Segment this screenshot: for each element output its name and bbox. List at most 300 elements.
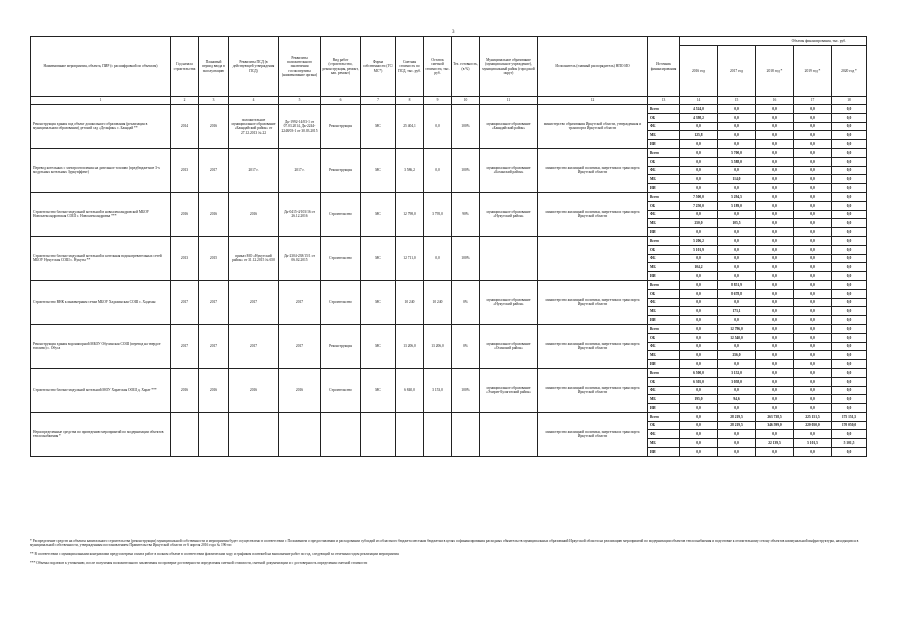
amount-cell: 0,0: [794, 245, 832, 254]
amount-cell: 0,0: [718, 272, 756, 281]
year-header: 2018 год *: [756, 46, 794, 97]
table-row: [31, 412, 867, 421]
ownership: МС: [361, 324, 396, 368]
funding-source-label: Всего: [648, 324, 680, 333]
amount-cell: 0,0: [680, 412, 718, 421]
work-type: Реконструкция: [321, 148, 361, 192]
amount-cell: 0,0: [794, 201, 832, 210]
executor: министерство образования Иркутской области, утвержденная и транспорта Иркутской области: [538, 105, 648, 149]
amount-cell: 0,0: [756, 228, 794, 237]
estimated-cost: 3 586,2: [396, 148, 424, 192]
amount-cell: 0,0: [756, 140, 794, 149]
amount-cell: 0,0: [794, 184, 832, 193]
amount-cell: 0,0: [832, 448, 867, 457]
customer: [480, 412, 538, 456]
customer: [480, 236, 538, 280]
amount-cell: 0,0: [718, 360, 756, 369]
expertise-details: [279, 412, 321, 456]
object-name: Строительство блочно-модульной котельной в новоалександровской МБОУ Новоалександровская СОШ с. Новоалександровка ***: [31, 192, 171, 236]
amount-cell: 0,0: [756, 210, 794, 219]
funding-source-label: ОБ: [648, 113, 680, 122]
ownership: МС: [361, 368, 396, 412]
footnote-2: ** В соответствии с муниципальными контрактами предусмотрена оплата работ в полном объеме в соответствии фактическим ходу и графиком платежей на выполнение работ по год, следующий за отчетным годом реализации мероприятия: [30, 552, 399, 556]
funding-source-label: Всего: [648, 236, 680, 245]
remaining-cost: 10 240: [424, 280, 452, 324]
funding-source-label: ИИ: [648, 140, 680, 149]
amount-cell: 0,0: [680, 184, 718, 193]
column-number: 9: [424, 97, 452, 105]
amount-cell: 28 219,5: [718, 412, 756, 421]
funding-source-label: ОБ: [648, 245, 680, 254]
funding-source-label: МБ: [648, 131, 680, 140]
start-year: [171, 412, 199, 456]
amount-cell: 0,0: [832, 245, 867, 254]
amount-cell: 8 678,8: [718, 289, 756, 298]
funding-source-label: ФБ: [648, 430, 680, 439]
executor: министерство жилищной политики, энергетики и транспорта Иркутской области: [538, 368, 648, 412]
amount-cell: 0,0: [756, 166, 794, 175]
amount-cell: 0,0: [832, 298, 867, 307]
start-year: 2017: [171, 324, 199, 368]
column-number: 14: [680, 97, 718, 105]
amount-cell: 0,0: [756, 219, 794, 228]
table-row: [31, 192, 867, 201]
amount-cell: 0,0: [832, 105, 867, 114]
column-number: 18: [832, 97, 867, 105]
amount-cell: 94,6: [718, 395, 756, 404]
funding-source-label: ФБ: [648, 254, 680, 263]
funding-source-label: ОБ: [648, 157, 680, 166]
amount-cell: 0,0: [832, 395, 867, 404]
year-header: 2019 год *: [794, 46, 832, 97]
start-year: 2014: [171, 105, 199, 149]
amount-cell: 0,0: [794, 333, 832, 342]
work-type: Строительство: [321, 192, 361, 236]
amount-cell: 0,0: [794, 404, 832, 413]
column-number: 10: [452, 97, 480, 105]
col-customer-header: Муниципальное образование (муниципальное учреждение), муниципальный район (городской округ): [480, 37, 538, 97]
column-number: 2: [171, 97, 199, 105]
amount-cell: 0,0: [794, 105, 832, 114]
funding-source-label: Всего: [648, 148, 680, 157]
work-type: Строительство: [321, 368, 361, 412]
amount-cell: 0,0: [756, 298, 794, 307]
amount-cell: 0,0: [832, 140, 867, 149]
amount-cell: 5 189,0: [718, 201, 756, 210]
amount-cell: 0,0: [832, 201, 867, 210]
amount-cell: 0,0: [718, 245, 756, 254]
amount-cell: 0,0: [756, 368, 794, 377]
remaining-cost: 0,0: [424, 236, 452, 280]
table-row: [31, 105, 867, 114]
amount-cell: 0,0: [680, 307, 718, 316]
amount-cell: 0,0: [794, 192, 832, 201]
amount-cell: 0,0: [756, 395, 794, 404]
amount-cell: 225 151,5: [794, 412, 832, 421]
column-number: 17: [794, 97, 832, 105]
column-number: 8: [396, 97, 424, 105]
amount-cell: 0,0: [756, 236, 794, 245]
amount-cell: 0,0: [680, 254, 718, 263]
amount-cell: 0,0: [756, 360, 794, 369]
amount-cell: 0,0: [756, 377, 794, 386]
col-psd-header: Реквизиты ПСД (в действующей утверждения ПСД): [229, 37, 279, 97]
amount-cell: 5 101,5: [832, 439, 867, 448]
work-type: [321, 412, 361, 456]
amount-cell: 0,0: [756, 307, 794, 316]
expertise-details: 2017 г.: [279, 148, 321, 192]
object-name: Строительство ВНК к инженерным сетям МБОУ Хадахинская СОШ с. Хадахан: [31, 280, 171, 324]
customer: муниципальное образование «Баяндайский район»: [480, 105, 538, 149]
col-end-header: Плановый период ввода в эксплуатацию: [199, 37, 229, 97]
amount-cell: 0,0: [832, 254, 867, 263]
col-readiness-header: Тех. готовность, (в %): [452, 37, 480, 97]
amount-cell: 0,0: [718, 131, 756, 140]
amount-cell: 0,0: [794, 342, 832, 351]
column-number: 1: [31, 97, 171, 105]
ownership: МС: [361, 280, 396, 324]
amount-cell: 256,0: [718, 351, 756, 360]
amount-cell: 0,0: [756, 404, 794, 413]
amount-cell: 0,0: [832, 316, 867, 325]
customer: муниципальное образование «Боханский район»: [480, 148, 538, 192]
funding-source-label: ФБ: [648, 166, 680, 175]
amount-cell: 0,0: [832, 280, 867, 289]
funding-source-label: ОБ: [648, 333, 680, 342]
readiness: 100%: [452, 236, 480, 280]
end-year: 2017: [199, 280, 229, 324]
amount-cell: 0,0: [794, 395, 832, 404]
column-number: 5: [279, 97, 321, 105]
amount-cell: 0,0: [756, 254, 794, 263]
amount-cell: 7 250,0: [680, 201, 718, 210]
start-year: 2016: [171, 368, 199, 412]
col-worktype-header: Вид работ (строительство, реконструкция, ремонт, кап. ремонт): [321, 37, 361, 97]
amount-cell: 5 294,5: [718, 192, 756, 201]
amount-cell: 0,0: [756, 430, 794, 439]
amount-cell: 0,0: [832, 148, 867, 157]
expertise-details: 2017: [279, 324, 321, 368]
table-row: [31, 236, 867, 245]
remaining-cost: 0,0: [424, 148, 452, 192]
work-type: Реконструкция: [321, 105, 361, 149]
remaining-cost: 13 206,0: [424, 324, 452, 368]
object-name: Строительство блочно-модульной котельной и котельная водонагревательных сетей МБОУ Нукутская СОШ с. Нукуты **: [31, 236, 171, 280]
amount-cell: 0,0: [756, 105, 794, 114]
col-ownership-header: Форма собственности (ГС/МС*): [361, 37, 396, 97]
table-row: [31, 324, 867, 333]
funding-source-label: ИИ: [648, 184, 680, 193]
amount-cell: 0,0: [794, 254, 832, 263]
estimated-cost: 6 840,0: [396, 368, 424, 412]
amount-cell: 0,0: [680, 140, 718, 149]
amount-cell: 0,0: [794, 289, 832, 298]
column-numbers-row: [31, 97, 867, 105]
ownership: МС: [361, 148, 396, 192]
column-number: 16: [756, 97, 794, 105]
amount-cell: 0,0: [680, 333, 718, 342]
psd-details: 2017: [229, 280, 279, 324]
amount-cell: 0,0: [756, 201, 794, 210]
expertise-details: 2016: [279, 368, 321, 412]
amount-cell: 175 151,5: [832, 412, 867, 421]
amount-cell: 0,0: [832, 228, 867, 237]
estimated-cost: 12 711,0: [396, 236, 424, 280]
executor: министерство жилищной политики, энергетики и транспорта Иркутской области: [538, 412, 648, 456]
amount-cell: 0,0: [794, 228, 832, 237]
amount-cell: 0,0: [794, 131, 832, 140]
estimated-cost: [396, 412, 424, 456]
amount-cell: 5 101,9: [680, 245, 718, 254]
amount-cell: 0,0: [718, 140, 756, 149]
amount-cell: 220 050,0: [794, 421, 832, 430]
amount-cell: 0,0: [832, 131, 867, 140]
amount-cell: 3 152,0: [718, 368, 756, 377]
amount-cell: 0,0: [756, 263, 794, 272]
amount-cell: 0,0: [680, 175, 718, 184]
end-year: [199, 412, 229, 456]
footnote-1: * Распределение средств на объекты капитального строительства (реконструкции) муниципальной собственности и мероприятия будет осуществлено в соответствии с Положением о предоставлении и расходовании субсидий из областного бюджета местным бюджетам в целях софинансирования расходных обязательств муниципальных образований Иркутской области на реализацию мероприятий по модернизации объектов теплоснабжения и подготовке к отопительному сезону объектов коммунальной инфраструктуры, находящихся в муниципальной собственности, утвержденным постановлением Правительства Иркутской области от 6 апреля 2016 года № 196-пп: [30, 539, 859, 548]
amount-cell: 0,0: [680, 166, 718, 175]
amount-cell: 0,0: [756, 192, 794, 201]
amount-cell: 0,0: [680, 272, 718, 281]
amount-cell: 0,0: [794, 368, 832, 377]
executor: министерство жилищной политики, энергетики и транспорта Иркутской области: [538, 192, 648, 236]
amount-cell: 0,0: [794, 377, 832, 386]
amount-cell: 0,0: [756, 386, 794, 395]
amount-cell: 0,0: [756, 324, 794, 333]
expertise-details: Дк-2304-238/15/1 от 06.02.2015: [279, 236, 321, 280]
object-name: Реконструкция здания водонапорной МБОУ Обусинская СОШ (перевод на твердое топливо) с. Обуса: [31, 324, 171, 368]
amount-cell: 0,0: [680, 280, 718, 289]
amount-cell: 0,0: [756, 272, 794, 281]
amount-cell: 0,0: [680, 430, 718, 439]
column-number: 11: [480, 97, 538, 105]
amount-cell: 0,0: [756, 113, 794, 122]
readiness: 100%: [452, 368, 480, 412]
col-start-header: Год начала строительства: [171, 37, 199, 97]
ownership: МС: [361, 105, 396, 149]
object-name: Строительство блочно-модульной котельной МОУ Харатская ООШ д. Харат ***: [31, 368, 171, 412]
amount-cell: 0,0: [832, 122, 867, 131]
col-source-header: Источник финансирования: [648, 37, 680, 97]
readiness: 0%: [452, 280, 480, 324]
estimated-cost: 12 798,0: [396, 192, 424, 236]
amount-cell: 0,0: [718, 122, 756, 131]
funding-source-label: ИИ: [648, 228, 680, 237]
amount-cell: 0,0: [756, 184, 794, 193]
year-header: 2016 год: [680, 46, 718, 97]
amount-cell: 0,0: [832, 289, 867, 298]
amount-cell: 114,0: [718, 175, 756, 184]
amount-cell: 195,0: [680, 395, 718, 404]
amount-cell: 0,0: [832, 184, 867, 193]
amount-cell: 0,0: [680, 324, 718, 333]
amount-cell: 0,0: [794, 272, 832, 281]
funding-source-label: ОБ: [648, 377, 680, 386]
customer: муниципальное образование «Нукутский район»: [480, 192, 538, 236]
table-row: [31, 280, 867, 289]
object-name: Нераспределенные средства по проведению мероприятий по модернизации объектов теплоснабжения *: [31, 412, 171, 456]
amount-cell: 0,0: [832, 157, 867, 166]
amount-cell: 0,0: [832, 175, 867, 184]
psd-details: 2017: [229, 324, 279, 368]
amount-cell: 0,0: [794, 324, 832, 333]
amount-cell: 0,0: [680, 421, 718, 430]
executor: министерство жилищной политики, энергетики и транспорта Иркутской области: [538, 280, 648, 324]
amount-cell: 0,0: [832, 368, 867, 377]
amount-cell: 0,0: [794, 316, 832, 325]
funding-source-label: ФБ: [648, 122, 680, 131]
start-year: 2017: [171, 280, 199, 324]
amount-cell: 0,0: [794, 210, 832, 219]
amount-cell: 0,0: [756, 448, 794, 457]
work-type: Строительство: [321, 236, 361, 280]
ownership: МС: [361, 192, 396, 236]
funding-source-label: МБ: [648, 395, 680, 404]
amount-cell: 0,0: [794, 263, 832, 272]
amount-cell: 0,0: [794, 148, 832, 157]
readiness: 100%: [452, 148, 480, 192]
amount-cell: 346 599,0: [756, 421, 794, 430]
amount-cell: 0,0: [756, 280, 794, 289]
amount-cell: 0,0: [832, 166, 867, 175]
executor: [538, 236, 648, 280]
amount-cell: 0,0: [832, 351, 867, 360]
amount-cell: 0,0: [832, 430, 867, 439]
amount-cell: 0,0: [832, 263, 867, 272]
remaining-cost: 0,0: [424, 105, 452, 149]
amount-cell: 0,0: [718, 210, 756, 219]
psd-details: приказ МО «Нукутский район» от 31.12.2015 № 650: [229, 236, 279, 280]
amount-cell: 0,0: [794, 122, 832, 131]
funding-source-label: ОБ: [648, 201, 680, 210]
funding-source-label: ИИ: [648, 316, 680, 325]
amount-cell: 0,0: [794, 280, 832, 289]
table-row: [31, 148, 867, 157]
executor: министерство жилищной политики, энергетики и транспорта Иркутской области: [538, 148, 648, 192]
amount-cell: 0,0: [832, 210, 867, 219]
col-name-header: Наименование мероприятия, объекта, ПИР (с расшифровкой по объектам): [31, 37, 171, 97]
funding-source-label: ФБ: [648, 298, 680, 307]
amount-cell: 12 540,0: [718, 333, 756, 342]
amount-cell: 8 851,9: [718, 280, 756, 289]
amount-cell: 0,0: [756, 342, 794, 351]
amount-cell: 0,0: [718, 404, 756, 413]
amount-cell: 0,0: [832, 113, 867, 122]
object-name: Реконструкция здания под объект дошкольного образования (реализация в муниципальном образовании) детский сад «Дельфин» с. Баяндай **: [31, 105, 171, 149]
amount-cell: 0,0: [832, 360, 867, 369]
customer: муниципальное образование «Осинский район»: [480, 324, 538, 368]
amount-cell: 0,0: [756, 175, 794, 184]
amount-cell: 0,0: [680, 439, 718, 448]
amount-cell: 5 101,5: [794, 439, 832, 448]
footnote-3: *** Объемы подлежат к уточнению, после получения положительного заключения по проверке достоверности определения сметной стоимости, сметной документации и с достоверность определения сметной стоимости: [30, 561, 368, 565]
readiness: 100%: [452, 105, 480, 149]
funding-source-label: Всего: [648, 412, 680, 421]
amount-cell: 170 050,0: [832, 421, 867, 430]
funding-source-label: ИИ: [648, 448, 680, 457]
amount-cell: 0,0: [718, 184, 756, 193]
amount-cell: 0,0: [680, 210, 718, 219]
remaining-cost: [424, 412, 452, 456]
amount-cell: 125,8: [680, 131, 718, 140]
amount-cell: 0,0: [832, 272, 867, 281]
col-cost-header: Сметная стоимость по ПСД, тыс. руб.: [396, 37, 424, 97]
amount-cell: 0,0: [718, 166, 756, 175]
estimated-cost: 13 206,0: [396, 324, 424, 368]
column-number: 13: [648, 97, 680, 105]
financing-table: [30, 36, 867, 457]
amount-cell: 0,0: [794, 351, 832, 360]
readiness: 90%: [452, 192, 480, 236]
amount-cell: 0,0: [832, 192, 867, 201]
object-name: Перевод котельных с электроотопления на дизельное топливо (предбюджетное 3-х модульных котельных Зуркуэффект): [31, 148, 171, 192]
amount-cell: 0,0: [718, 113, 756, 122]
funding-source-label: МБ: [648, 175, 680, 184]
funding-source-label: ФБ: [648, 210, 680, 219]
ownership: МС: [361, 236, 396, 280]
amount-cell: 0,0: [756, 289, 794, 298]
ownership: [361, 412, 396, 456]
amount-cell: 0,0: [832, 342, 867, 351]
amount-cell: 0,0: [794, 236, 832, 245]
funding-source-label: ИИ: [648, 272, 680, 281]
amount-cell: 0,0: [680, 228, 718, 237]
funding-source-label: ОБ: [648, 289, 680, 298]
amount-cell: 0,0: [680, 342, 718, 351]
funding-source-label: ИИ: [648, 360, 680, 369]
amount-cell: 0,0: [794, 307, 832, 316]
amount-cell: 6 500,0: [680, 368, 718, 377]
col-executor-header: Исполнитель (главный распорядитель) НПО ИО: [538, 37, 648, 97]
psd-details: 2017 г.: [229, 148, 279, 192]
amount-cell: 6 305,0: [680, 377, 718, 386]
amount-cell: 0,0: [718, 228, 756, 237]
amount-cell: 0,0: [680, 404, 718, 413]
amount-cell: 0,0: [832, 386, 867, 395]
amount-cell: 0,0: [718, 316, 756, 325]
amount-cell: 0,0: [756, 148, 794, 157]
column-number: 7: [361, 97, 396, 105]
funding-source-label: МБ: [648, 351, 680, 360]
amount-cell: 0,0: [718, 342, 756, 351]
funding-source-label: Всего: [648, 192, 680, 201]
funding-source-label: Всего: [648, 368, 680, 377]
funding-source-label: МБ: [648, 263, 680, 272]
amount-cell: 0,0: [718, 430, 756, 439]
estimated-cost: 10 240: [396, 280, 424, 324]
amount-cell: 0,0: [680, 351, 718, 360]
readiness: [452, 412, 480, 456]
amount-cell: 0,0: [756, 245, 794, 254]
amount-cell: 0,0: [832, 219, 867, 228]
start-year: 2013: [171, 236, 199, 280]
amount-cell: 0,0: [794, 219, 832, 228]
amount-cell: 0,0: [832, 324, 867, 333]
funding-source-label: ОБ: [648, 421, 680, 430]
amount-cell: 0,0: [718, 386, 756, 395]
end-year: 2017: [199, 148, 229, 192]
funding-source-label: ФБ: [648, 342, 680, 351]
amount-cell: 0,0: [794, 298, 832, 307]
page-number: 3: [452, 30, 455, 35]
amount-cell: 5 588,0: [718, 157, 756, 166]
amount-cell: 0,0: [680, 122, 718, 131]
amount-cell: 0,0: [756, 131, 794, 140]
psd-details: 2016: [229, 368, 279, 412]
start-year: 2013: [171, 148, 199, 192]
